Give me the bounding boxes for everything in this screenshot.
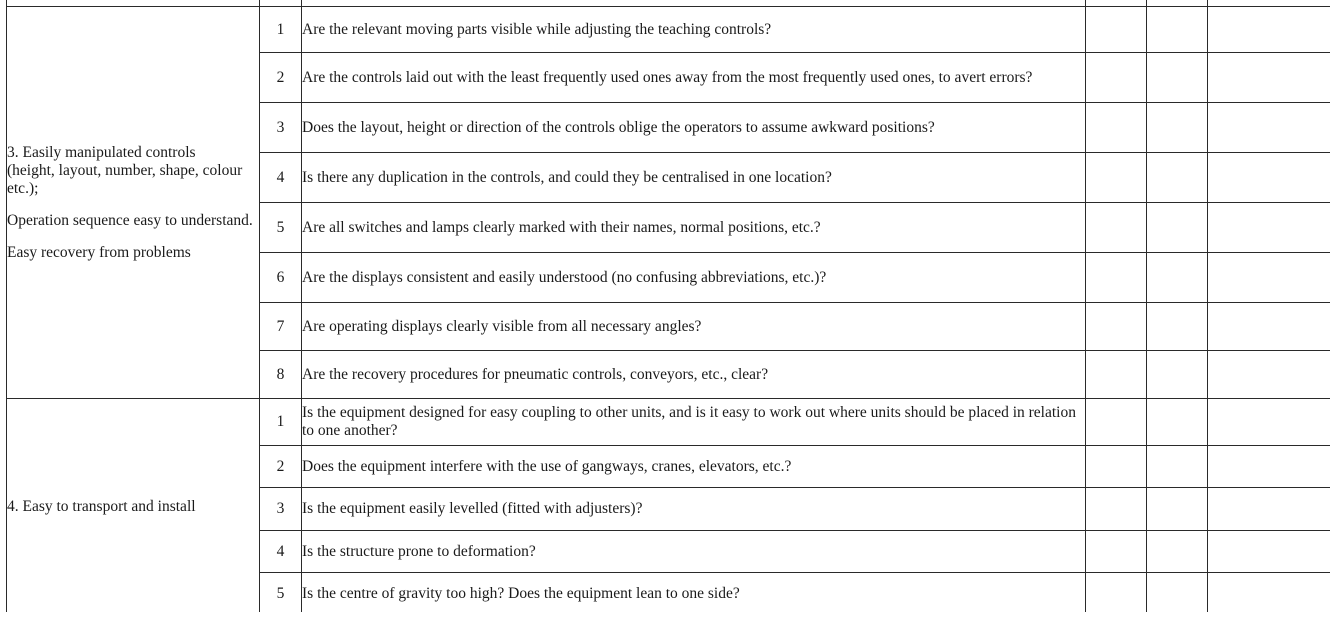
- category-cell: [7, 7, 260, 399]
- check-cell[interactable]: [1147, 7, 1208, 53]
- check-cell[interactable]: [1086, 399, 1147, 446]
- check-cell[interactable]: [1208, 53, 1331, 103]
- check-cell[interactable]: [1147, 488, 1208, 531]
- question-text: Are the recovery procedures for pneumatic controls, conveyors, etc., clear?: [302, 351, 1086, 399]
- check-cell[interactable]: [1086, 573, 1147, 613]
- check-cell[interactable]: [1147, 573, 1208, 613]
- check-cell[interactable]: [1147, 446, 1208, 488]
- item-number: 3: [260, 488, 302, 531]
- item-number: 4: [260, 531, 302, 573]
- check-cell[interactable]: [1086, 488, 1147, 531]
- check-cell[interactable]: [1147, 253, 1208, 303]
- check-cell[interactable]: [1086, 351, 1147, 399]
- check-cell[interactable]: [1086, 446, 1147, 488]
- question-text: Does the equipment interfere with the use of gangways, cranes, elevators, etc.?: [302, 446, 1086, 488]
- item-number: 6: [260, 253, 302, 303]
- question-text: Is the structure prone to deformation?: [302, 531, 1086, 573]
- item-number: 1: [260, 399, 302, 446]
- check-cell[interactable]: [1208, 351, 1331, 399]
- check-cell[interactable]: [1208, 103, 1331, 153]
- category-heading: 3. Easily manipulated controls: [7, 143, 196, 161]
- question-text: Are the displays consistent and easily understood (no confusing abbreviations, etc.)?: [302, 253, 1086, 303]
- question-text: Is there any duplication in the controls, and could they be centralised in one location?: [302, 153, 1086, 203]
- question-text: Are the relevant moving parts visible while adjusting the teaching controls?: [302, 7, 1086, 53]
- item-number: 4: [260, 153, 302, 203]
- check-cell[interactable]: [1086, 303, 1147, 351]
- question-text: Is the centre of gravity too high? Does the equipment lean to one side?: [302, 573, 1086, 613]
- check-cell[interactable]: [1208, 531, 1331, 573]
- item-number: 5: [260, 203, 302, 253]
- check-cell[interactable]: [1086, 203, 1147, 253]
- check-cell[interactable]: [1086, 531, 1147, 573]
- question-text: Is the equipment easily levelled (fitted with adjusters)?: [302, 488, 1086, 531]
- check-cell[interactable]: [1147, 53, 1208, 103]
- check-cell[interactable]: [1208, 446, 1331, 488]
- category-detail: Easy recovery from problems: [7, 243, 191, 261]
- check-cell[interactable]: [1208, 203, 1331, 253]
- check-cell[interactable]: [1147, 103, 1208, 153]
- check-cell[interactable]: [1086, 153, 1147, 203]
- check-cell[interactable]: [1147, 531, 1208, 573]
- check-cell[interactable]: [1208, 253, 1331, 303]
- check-cell[interactable]: [1086, 253, 1147, 303]
- check-cell[interactable]: [1208, 303, 1331, 351]
- check-cell[interactable]: [1086, 7, 1147, 53]
- check-cell[interactable]: [1208, 488, 1331, 531]
- checklist-frame: [6, 0, 1330, 612]
- category-detail: (height, layout, number, shape, colour etc.);: [7, 161, 243, 197]
- question-text: Are the controls laid out with the least frequently used ones away from the most frequently used ones, to avert errors?: [302, 53, 1086, 103]
- table-row: [7, 399, 1331, 446]
- check-cell[interactable]: [1208, 573, 1331, 613]
- check-cell[interactable]: [1208, 153, 1331, 203]
- check-cell[interactable]: [1147, 351, 1208, 399]
- item-number: 1: [260, 7, 302, 53]
- check-cell[interactable]: [1086, 103, 1147, 153]
- question-text: Are all switches and lamps clearly marked with their names, normal positions, etc.?: [302, 203, 1086, 253]
- checklist-table: [6, 0, 1330, 612]
- category-detail: Operation sequence easy to understand.: [7, 211, 253, 229]
- check-cell[interactable]: [1208, 7, 1331, 53]
- check-cell[interactable]: [1147, 303, 1208, 351]
- question-text: Does the layout, height or direction of the controls oblige the operators to assume awkward positions?: [302, 103, 1086, 153]
- check-cell[interactable]: [1147, 153, 1208, 203]
- check-cell[interactable]: [1147, 203, 1208, 253]
- item-number: 8: [260, 351, 302, 399]
- question-text: Is the equipment designed for easy coupling to other units, and is it easy to work out where units should be placed in relation to one another?: [302, 399, 1086, 446]
- item-number: 2: [260, 53, 302, 103]
- question-text: Are operating displays clearly visible from all necessary angles?: [302, 303, 1086, 351]
- item-number: 3: [260, 103, 302, 153]
- item-number: 7: [260, 303, 302, 351]
- category-heading: 4. Easy to transport and install: [7, 498, 196, 515]
- category-cell: [7, 399, 260, 613]
- check-cell[interactable]: [1086, 53, 1147, 103]
- item-number: 5: [260, 573, 302, 613]
- item-number: 2: [260, 446, 302, 488]
- table-row: [7, 7, 1331, 53]
- check-cell[interactable]: [1208, 399, 1331, 446]
- check-cell[interactable]: [1147, 399, 1208, 446]
